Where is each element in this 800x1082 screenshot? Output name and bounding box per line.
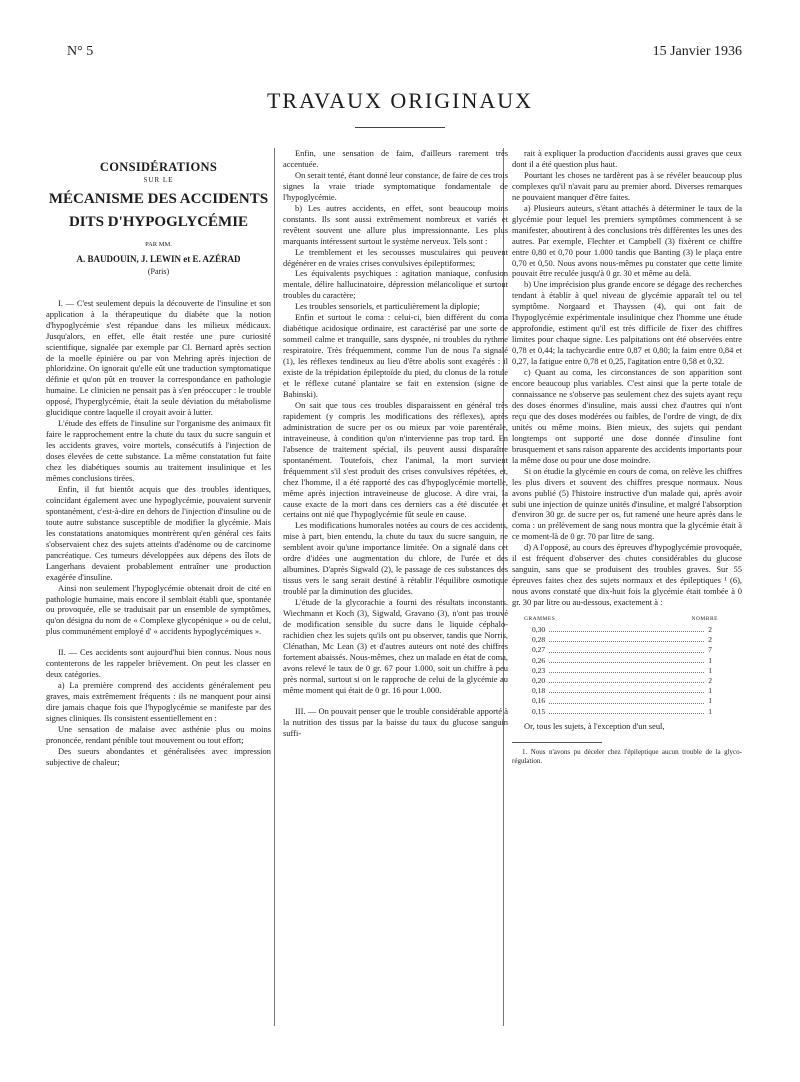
header-grammes: GRAMMES xyxy=(524,616,556,623)
leader-dots xyxy=(549,656,704,663)
table-row xyxy=(512,656,742,666)
table-header xyxy=(512,614,742,625)
paragraph-gap xyxy=(283,696,508,706)
paragraph: b) Une imprécision plus grande encore se dégage des recherches tendant à établir à quel niveau de glycémie apparaît tel ou tel symptôme. Norgaard et Thayssen (4), qui ont fait de l'hypoglycémie expérimentale insulinique chez l'homme une étude approfondie, estiment qu'il est très difficile de fixer des chiffres limites pour chaque signe. Les palpitations ont été observées entre 0,78 et 0,44; la tachycardie entre 0,87 et 0,80; la faim entre 0,84 et 0,27, la fatigue entre 0,78 et 0,25, l'agitation entre 0,58 et 0,32. xyxy=(512,279,742,367)
glycemia-table xyxy=(512,614,742,717)
paragraph: a) La première comprend des accidents généralement peu graves, mais extrêmement fréquents : ils ne manquent pour ainsi dire jamais chaque fois que l'hypoglycémie se manifeste par des signes cliniques. Ils consistent essentiellement en : xyxy=(46,680,271,724)
paragraph: II. — Ces accidents sont aujourd'hui bien connus. Nous nous contenterons de les rappeler brièvement. On peut les classer en deux catégories. xyxy=(46,647,271,680)
table-row xyxy=(512,645,742,655)
cell-grammes: 0,28 xyxy=(532,635,546,645)
table-row xyxy=(512,635,742,645)
cell-nombre: 2 xyxy=(708,635,712,645)
table-rows xyxy=(512,625,742,717)
title-rule xyxy=(355,127,445,128)
article-title-main-1: MÉCANISME DES ACCIDENTS xyxy=(48,190,269,207)
article-authors: A. BAUDOUIN, J. LEWIN et E. AZÉRAD xyxy=(76,253,241,264)
table-row xyxy=(512,696,742,706)
paragraph: b) Les autres accidents, en effet, sont beaucoup moins constants. Ils sont aussi extrêmement nombreux et variés et revêtent souvent une allure plus impressionnante. Les plus marquants intéressent surtout le système nerveux. Tels sont : xyxy=(283,202,508,246)
cell-nombre: 1 xyxy=(708,706,712,716)
paragraph: Une sensation de malaise avec asthénie plus ou moins prononcée, rendant pénible tout mouvement ou tout effort; xyxy=(46,723,271,745)
column-divider xyxy=(274,148,275,1026)
paragraph: Si on étudie la glycémie en cours de coma, on relève les chiffres les plus divers et souvent des chiffres presque normaux. Nous avons publié (5) l'histoire instructive d'un malade qui, après avoir subi une injection de quinze unités d'insuline, et malgré l'absorption d'environ 30 gr. de sucre per os, fut ramené une heure après dans le coma : un prélèvement de sang nous montra que la glycémie était à ce moment-là de 0 gr. 70 par litre de sang. xyxy=(512,465,742,542)
cell-grammes: 0,30 xyxy=(532,624,546,634)
paragraph: On sait que tous ces troubles disparaissent en général très rapidement (y compris les modifications des réflexes), après administration de sucre per os ou mieux par voie parentérale, intraveineuse, à condition qu'on n'intervienne pas trop tard. En l'absence de traitement spécial, ils peuvent aussi disparaître spontanément. Toutefois, chez l'animal, la mort survient fréquemment s'il s'est produit des crises convulsives répétées, et, chez l'homme, il a été rapporté des cas d'hypoglycémie mortelle, même après injection intraveineuse de glucose. A dire vrai, la cause exacte de la mort dans ces derniers cas a été discutée et certains ont nié que l'hypoglycémie fût seule en cause. xyxy=(283,399,508,520)
cell-grammes: 0,27 xyxy=(532,645,546,655)
paragraph: Pourtant les choses ne tardèrent pas à se révéler beaucoup plus complexes qu'il n'avait paru au premier abord. Diverses remarques ne pouvaient manquer d'être faites. xyxy=(512,169,742,202)
article-title-line-1: CONSIDÉRATIONS xyxy=(99,160,218,174)
paragraph-gap xyxy=(46,637,271,647)
leader-dots xyxy=(549,707,704,714)
paragraph: Le tremblement et les secousses musculaires qui peuvent dégénérer en de vraies crises convulsives épileptiformes; xyxy=(283,246,508,268)
paragraph: d) A l'opposé, au cours des épreuves d'hypoglycémie provoquée, il est fréquent d'observer des chutes considérables du glucose sanguin, sans que se produisent des troubles graves. Sur 55 épreuves faites chez des sujets normaux et des épileptiques ¹ (6), nous avons constaté que dix-huit fois la glycémie était tombée à 0 gr. 30 par litre ou au-dessous, exactement à : xyxy=(512,542,742,608)
column-2-body xyxy=(283,148,508,739)
column-2 xyxy=(283,148,508,739)
column-3 xyxy=(512,148,742,766)
cell-grammes: 0,20 xyxy=(532,676,546,685)
section-title: TRAVAUX ORIGINAUX xyxy=(266,88,534,113)
paragraph: a) Plusieurs auteurs, s'étant attachés à déterminer le taux de la glycémie pour lequel les premiers symptômes commencent à se manifester, aboutirent à des conclusions très différentes les unes des autres. Par exemple, Flechter et Campbell (3) fixèrent ce chiffre entre 0,80 et 0,70 pour 1.000 tandis que Banting (3) le plaça entre 0,70 et 0,50. Nous avons nous-mêmes pu constater que cette limite pouvait être reculée jusqu'à 0 gr. 30 et même au delà. xyxy=(512,202,742,279)
leader-dots xyxy=(549,635,704,642)
article-title-line-2: SUR LE xyxy=(143,175,174,184)
cell-grammes: 0,16 xyxy=(532,696,546,706)
cell-nombre: 1 xyxy=(708,686,712,696)
paragraph: Enfin, il fut bientôt acquis que des troubles identiques, coïncidant également avec une hypoglycémie, pouvaient survenir spontanément, c'est-à-dire en dehors de l'injection d'insuline ou de toute autre substance susceptible de modifier la glycémie. Mais les constatations anatomiques montrèrent qu'en général ces faits s'observaient chez des sujets atteints d'adénome ou de carcinome pancréatique. Ces tumeurs développées aux dépens des îlots de Langerhans devaient probablement entraîner une production exagérée d'insuline. xyxy=(46,483,271,582)
paragraph: c) Quant au coma, les circonstances de son apparition sont encore beaucoup plus variables. C'est ainsi que la perte totale de connaissance ne s'observe pas seulement chez des sujets ayant reçu des doses énormes d'insuline, mais aussi chez d'autres qui n'ont reçu que des doses modérées ou faibles, de l'ordre de vingt, de dix unités ou même moins. Bien mieux, des sujets qui pendant longtemps ont supporté une dose donnée d'insuline font brusquement et sans raison apparente des accidents importants pour la même dose ou pour une dose moindre. xyxy=(512,367,742,465)
paragraph: Les équivalents psychiques : agitation maniaque, confusion mentale, délire hallucinatoire, dépression mélancolique et surtout troubles du caractère; xyxy=(283,268,508,301)
cell-nombre: 2 xyxy=(708,676,712,685)
table-row xyxy=(512,676,742,686)
column-1-body xyxy=(46,298,271,768)
header-nombre: NOMBRE xyxy=(691,616,718,623)
paragraph: Des sueurs abondantes et généralisées avec impression subjective de chaleur; xyxy=(46,745,271,767)
issue-date: 15 Janvier 1936 xyxy=(652,44,742,59)
column-1 xyxy=(46,148,271,768)
article-by: PAR MM. xyxy=(145,240,172,248)
paragraph: Ainsi non seulement l'hypoglycémie obtenait droit de cité en pathologie humaine, mais encore il semblait établi que, spontanée ou provoquée, elle se traduisait par un ensemble de symptômes, qu'on désigna du nom de « Complexe glycopénique » ou de celui, plus communément employé d' « accidents hypoglycémiques ». xyxy=(46,582,271,637)
leader-dots xyxy=(549,625,704,632)
footnote-rule xyxy=(512,742,602,743)
leader-dots xyxy=(549,696,704,703)
paragraph: Les troubles sensoriels, et particulièrement la diplopie; xyxy=(295,301,480,312)
cell-grammes: 0,23 xyxy=(532,665,546,675)
article-title-main-2: DITS D'HYPOGLYCÉMIE xyxy=(68,213,249,230)
leader-dots xyxy=(549,676,704,683)
table-row xyxy=(512,666,742,676)
article-heading xyxy=(46,162,271,278)
paragraph: L'étude des effets de l'insuline sur l'organisme des animaux fit faire le rapprochement entre la chute du taux du sucre sanguin et les accidents graves, voire mortels, consécutifs à l'injection de doses élevées de cette substance. La même constatation fut faite chez les diabétiques soumis au traitement insulinique et les mêmes conclusions tirées. xyxy=(46,418,271,484)
cell-nombre: 1 xyxy=(708,655,712,665)
cell-nombre: 1 xyxy=(708,696,712,706)
table-row xyxy=(512,707,742,717)
paragraph: III. — On pouvait penser que le trouble considérable apporté à la nutrition des tissus par la baisse du taux du glucose sanguin suffi- xyxy=(283,705,508,738)
leader-dots xyxy=(549,666,704,673)
paragraph: Or, tous les sujets, à l'exception d'un seul, xyxy=(524,720,665,731)
cell-grammes: 0,18 xyxy=(532,686,546,696)
article-location: (Paris) xyxy=(147,266,170,276)
footnote: 1. Nous n'avons pu déceler chez l'épileptique aucun trouble de la glyco-régulation. xyxy=(512,747,742,765)
cell-nombre: 7 xyxy=(708,645,712,655)
paragraph: Enfin, une sensation de faim, d'ailleurs rarement très accentuée. xyxy=(283,148,508,169)
table-row xyxy=(512,625,742,635)
cell-nombre: 1 xyxy=(708,665,712,675)
cell-nombre: 2 xyxy=(708,624,712,634)
paragraph: rait à expliquer la production d'accidents aussi graves que ceux dont il a été question plus haut. xyxy=(512,148,742,169)
leader-dots xyxy=(549,645,704,652)
cell-grammes: 0,26 xyxy=(532,655,546,665)
column-3-body xyxy=(512,148,742,608)
paragraph: Enfin et surtout le coma : celui-ci, bien différent du coma diabétique acidosique ordinaire, est caractérisé par une sorte de sommeil calme et tranquille, sans dyspnée, ni troubles du rythme respiratoire. Très fréquemment, comme l'un de nous l'a signalé (1), les réflexes tendineux au lieu d'être abolis sont exagérés : il existe de la trépidation épileptoïde du pied, du clonus de la rotule et le réflexe cutané plantaire se fait en extension (signe de Babinski). xyxy=(283,312,508,399)
paragraph: L'étude de la glycorachie a fourni des résultats inconstants. Wiechmann et Koch (3), Sigwald, Gravano (3), n'ont pas trouvé de modification sensible du sucre dans le liquide céphalo-rachidien chez les sujets qu'ils ont pu observer, tandis que Norris, Clénathan, Mc Lean (3) et d'autres auteurs ont noté des chiffres fortement abaissés. Nous-mêmes, chez un malade en état de coma, avons relevé le taux de 0 gr. 67 pour 1.000, soit un chiffre à peu près normal, surtout si on le rapproche de celui de la glycémie au même moment qui était de 0 gr. 16 pour 1.000. xyxy=(283,597,508,695)
table-row xyxy=(512,686,742,696)
paragraph: Les modifications humorales notées au cours de ces accidents, mise à part, bien entendu, la chute du taux du sucre sanguin, ne semblent avoir qu'une importance limitée. On a signalé dans cet ordre d'idées une augmentation du chlore, de l'urée et des albumines. D'après Sigwald (2), le passage de ces substances des tissus vers le sang serait destiné à rétablir l'équilibre osmotique troublé par la diminution des glucides. xyxy=(283,520,508,597)
issue-number: N° 5 xyxy=(67,44,94,59)
paragraph: On serait tenté, étant donné leur constance, de faire de ces trois signes la vraie triade symptomatique fondamentale de l'hypoglycémie. xyxy=(283,169,508,202)
paragraph: I. — C'est seulement depuis la découverte de l'insuline et son application à la thérapeutique du diabète que la notion d'hypoglycémie s'est répandue dans les milieux médicaux. Jusqu'alors, en effet, elle était restée une pure curiosité scientifique, signalée par exemple par Cl. Bernard après section de la moelle épinière ou par von Mehring après injection de phloridzine. On ignorait qu'elle eût une traduction symptomatique définie et qu'on pût en trouver la correspondance en pathologie humaine. Le clinicien ne pensait pas à s'en préoccuper : le trouble opposé, l'hyperglycémie, était la seule déviation du métabolisme glucidique contre laquelle il croyait avoir à lutter. xyxy=(46,297,271,418)
cell-grammes: 0,15 xyxy=(532,706,546,716)
leader-dots xyxy=(549,686,704,693)
